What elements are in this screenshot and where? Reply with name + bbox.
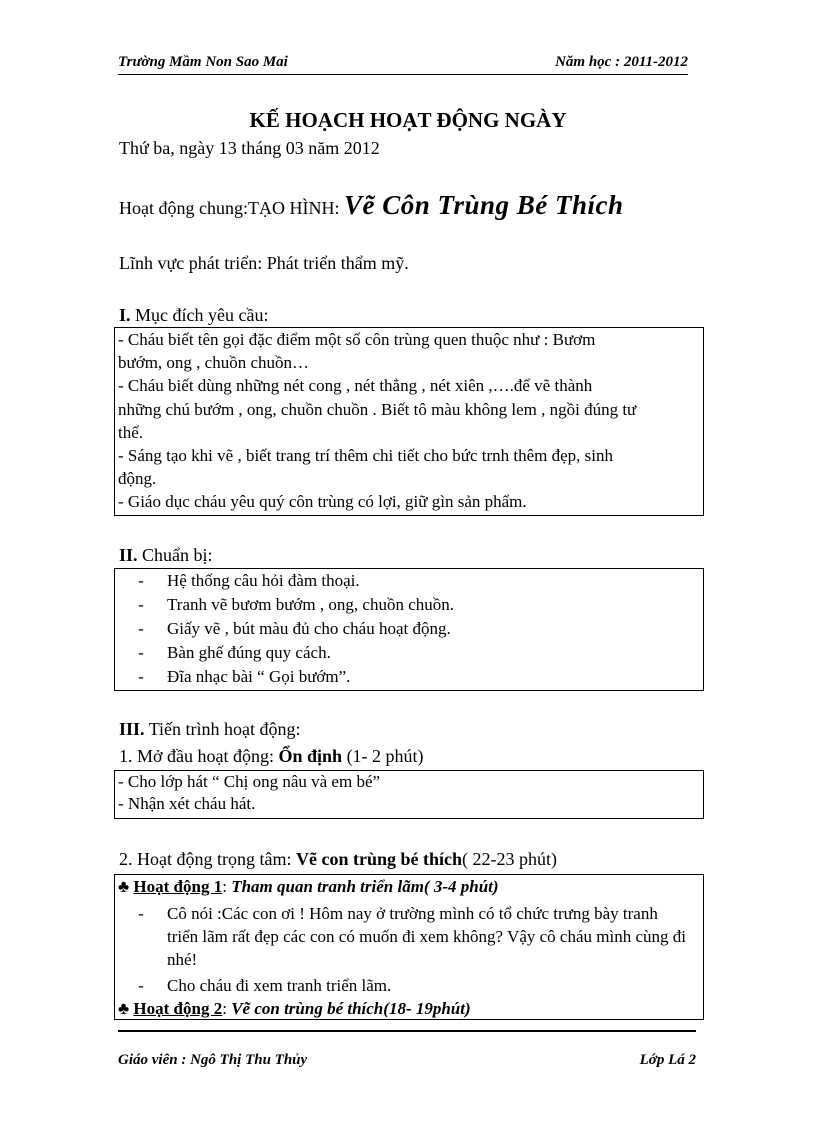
list-item xyxy=(115,665,703,689)
part1-heading xyxy=(119,746,424,767)
activity-name: Vẽ Côn Trùng Bé Thích xyxy=(343,190,624,220)
section1-title: Mục đích yêu cầu: xyxy=(130,305,269,325)
list-item-text: Tranh vẽ bươm bướm , ong, chuồn chuồn. xyxy=(167,595,454,614)
section1-num: I. xyxy=(119,305,131,325)
part1-rest: (1- 2 phút) xyxy=(342,746,424,766)
part1-box xyxy=(114,770,704,819)
part1-line: - Nhận xét cháu hát. xyxy=(118,794,256,813)
section1-line: - Cháu biết tên gọi đặc điểm một số côn trùng quen thuộc như : Bươm xyxy=(118,330,596,349)
section2-num: II. xyxy=(119,545,138,565)
part2-rest: ( 22-23 phút) xyxy=(461,849,557,869)
activity-line xyxy=(119,190,624,221)
part2-bold: Vẽ con trùng bé thích xyxy=(295,849,462,869)
club-icon: ♣ xyxy=(118,999,130,1018)
bullet: - xyxy=(138,643,144,662)
section1-line: - Giáo dục cháu yêu quý côn trùng có lợi, giữ gìn sản phẩm. xyxy=(118,492,527,512)
activity-label: Hoạt động chung:TẠO HÌNH: xyxy=(119,198,344,218)
list-item xyxy=(115,641,703,665)
page-footer xyxy=(118,1052,696,1074)
bullet: - xyxy=(138,571,144,590)
activity-1-heading xyxy=(115,875,703,899)
part2-heading xyxy=(119,849,557,870)
page-title: KẾ HOẠCH HOẠT ĐỘNG NGÀY xyxy=(249,108,567,132)
section2-heading xyxy=(119,545,213,566)
activity-2-colon: : xyxy=(222,999,232,1018)
club-icon: ♣ xyxy=(118,877,130,896)
list-item xyxy=(115,974,703,997)
section2-title: Chuẩn bị: xyxy=(137,545,213,565)
teacher-name: Giáo viên : Ngô Thị Thu Thủy xyxy=(118,1052,308,1068)
activity-2-label: Hoạt động 2 xyxy=(133,999,223,1018)
date-line: Thứ ba, ngày 13 tháng 03 năm 2012 xyxy=(119,138,380,158)
class-name: Lớp Lá 2 xyxy=(639,1052,696,1068)
bullet: - xyxy=(138,595,144,614)
section3-title: Tiến trình hoạt động: xyxy=(144,719,301,739)
school-name: Trường Mầm Non Sao Mai xyxy=(118,54,288,70)
section3-num: III. xyxy=(119,719,145,739)
bullet: - xyxy=(138,619,144,638)
list-item-text: Cho cháu đi xem tranh triển lãm. xyxy=(167,976,392,995)
part1-line: - Cho lớp hát “ Chị ong nâu và em bé” xyxy=(118,772,381,791)
page-header xyxy=(118,52,688,75)
section1-line: những chú bướm , ong, chuồn chuồn . Biết tô màu không lem , ngồi đúng tư xyxy=(118,399,637,419)
activity-2-time: (18- 19phút) xyxy=(383,999,471,1018)
list-item-text: Hệ thống câu hỏi đàm thoại. xyxy=(167,571,360,590)
list-item-text: Giấy vẽ , bút màu đủ cho cháu hoạt động. xyxy=(167,619,451,638)
activity-1-label: Hoạt động 1 xyxy=(133,877,223,896)
section1-line: - Sáng tạo khi vẽ , biết trang trí thêm chi tiết cho bức trnh thêm đẹp, sinh xyxy=(118,446,614,466)
activity-2-title: Vẽ con trùng bé thích xyxy=(231,999,384,1018)
section1-heading xyxy=(119,305,268,326)
list-item xyxy=(115,902,703,971)
part1-label: 1. Mở đầu hoạt động: xyxy=(119,746,279,766)
section1-line: - Cháu biết dùng những nét cong , nét thẳng , nét xiên ,….để vẽ thành xyxy=(118,376,593,396)
section1-line: bướm, ong , chuồn chuồn… xyxy=(118,353,310,373)
part1-bold: Ổn định xyxy=(278,746,343,766)
school-year: Năm học : 2011-2012 xyxy=(555,54,688,70)
section1-line: động. xyxy=(118,469,157,489)
bullet: - xyxy=(138,904,144,923)
part2-label: 2. Hoạt động trọng tâm: xyxy=(119,849,296,869)
activity-1-colon: : xyxy=(222,877,232,896)
section3-heading xyxy=(119,719,301,740)
list-item-text: Cô nói :Các con ơi ! Hôm nay ở trường mình có tổ chức trưng bày tranh triển lãm rất đẹp các con có muốn đi xem không? Vậy cô cháu mình cùng đi nhé! xyxy=(167,904,686,969)
field-line: Lĩnh vực phát triển: Phát triển thẩm mỹ. xyxy=(119,253,409,273)
section2-box xyxy=(114,568,704,691)
list-item-text: Bàn ghế đúng quy cách. xyxy=(167,643,331,662)
section1-line: thế. xyxy=(118,422,144,442)
activity-1-title: Tham quan tranh triển lãm xyxy=(231,877,424,896)
activity-2-heading xyxy=(115,997,703,1021)
section1-box xyxy=(114,327,704,516)
footer-divider xyxy=(118,1030,696,1032)
bullet: - xyxy=(138,976,144,995)
list-item-text: Đĩa nhạc bài “ Gọi bướm”. xyxy=(167,667,351,686)
list-item xyxy=(115,593,703,617)
list-item xyxy=(115,617,703,641)
bullet: - xyxy=(138,667,144,686)
activity-1-time: ( 3-4 phút) xyxy=(423,877,499,896)
list-item xyxy=(115,569,703,593)
part2-box xyxy=(114,874,704,1020)
